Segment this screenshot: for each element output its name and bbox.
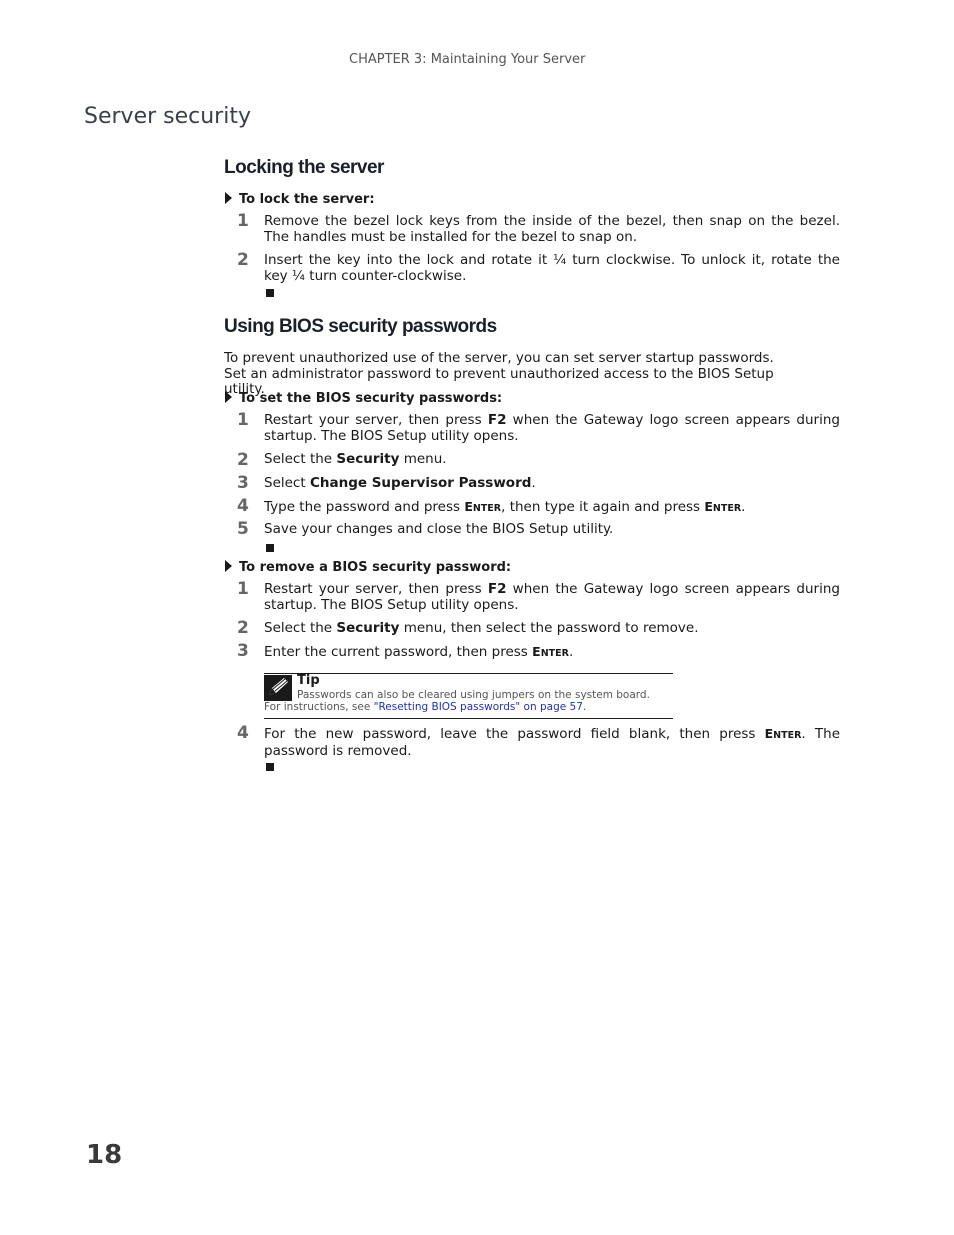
page-number: 18 [86,1140,123,1170]
key-enter: ENTER [532,644,569,659]
key-enter: ENTER [764,726,802,741]
triangle-bullet-icon [225,560,232,572]
step-number: 2 [237,450,249,470]
step-number: 1 [237,579,249,599]
step-text: Save your changes and close the BIOS Setup utility. [264,521,614,537]
step-text: For the new password, leave the password field blank, then press ENTER. The password is removed. [264,726,840,759]
step-text: Restart your server, then press F2 when the Gateway logo screen appears during startup. The BIOS Setup utility opens. [264,581,840,613]
step-text: Enter the current password, then press ENTER. [264,644,574,660]
step-number: 3 [237,473,249,493]
triangle-bullet-icon [225,192,232,204]
procedure-remove-password: To remove a BIOS security password: [225,560,511,575]
step-text: Select the Security menu, then select the password to remove. [264,620,699,636]
tip-bottom-rule [264,718,673,719]
triangle-bullet-icon [225,391,232,403]
step-number: 3 [237,641,249,661]
step-number: 5 [237,519,249,539]
procedure-set-password: To set the BIOS security passwords: [225,391,502,406]
tip-top-rule [264,673,673,674]
step-text: Restart your server, then press F2 when the Gateway logo screen appears during startup. The BIOS Setup utility opens. [264,412,840,444]
intro-paragraph: To prevent unauthorized use of the server, you can set server startup passwords. Set an administrator password to prevent unauthorized access to the BIOS Setup utility. [224,350,774,397]
heading-bios: Using BIOS security passwords [224,316,497,337]
step-number: 1 [237,211,249,231]
end-of-procedure-icon [266,544,274,552]
step-number: 1 [237,410,249,430]
step-text: Type the password and press ENTER, then type it again and press ENTER. [264,499,746,515]
procedure-lock: To lock the server: [225,192,375,207]
key-enter: ENTER [704,499,742,514]
running-header: CHAPTER 3: Maintaining Your Server [349,52,586,67]
step-text: Remove the bezel lock keys from the inside of the bezel, then snap on the bezel. The handles must be installed for the bezel to snap on. [264,213,840,245]
end-of-procedure-icon [266,289,274,297]
tip-text: Passwords can also be cleared using jumpers on the system board. For instructions, see "Resetting BIOS passwords" on page 57. [264,689,650,713]
end-of-procedure-icon [266,763,274,771]
step-text: Insert the key into the lock and rotate it ¼ turn clockwise. To unlock it, rotate the key ¼ turn counter-clockwise. [264,252,840,284]
heading-locking: Locking the server [224,157,384,178]
step-number: 4 [237,496,249,516]
key-enter: ENTER [464,499,502,514]
step-text: Select the Security menu. [264,451,447,467]
cross-reference-link[interactable]: "Resetting BIOS passwords" on page 57 [373,701,583,713]
section-title: Server security [84,104,251,129]
step-number: 2 [237,250,249,270]
step-number: 2 [237,618,249,638]
step-text: Select Change Supervisor Password. [264,475,536,491]
step-number: 4 [237,723,249,743]
tip-label: Tip [297,673,320,688]
